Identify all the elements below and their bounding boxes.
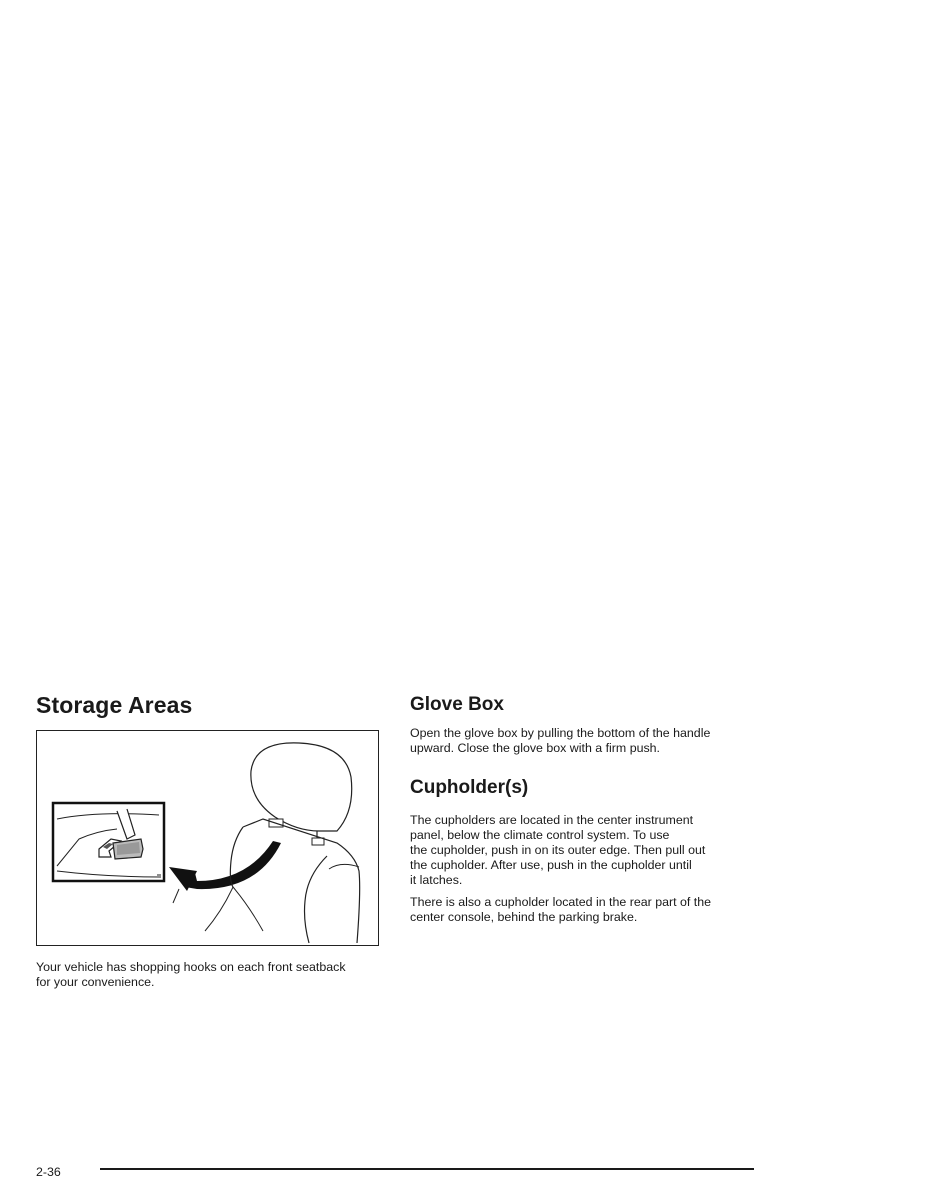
- glove-box-text: Open the glove box by pulling the bottom of the handle upward. Close the glove box with a firm push.: [410, 726, 711, 755]
- headrest: [251, 743, 352, 845]
- footer-rule: [100, 1168, 754, 1170]
- storage-areas-caption: Your vehicle has shopping hooks on each front seatback for your convenience.: [36, 960, 346, 989]
- right-column: [410, 692, 760, 925]
- cupholders-text: The cupholders are located in the center instrument panel, below the climate control system. To use the cupholder, push in on its outer edge. Then pull out the cupholder. After use, push in the cupholder until it latches.: [410, 813, 706, 887]
- hook-detail-inset: [53, 803, 164, 881]
- rear-cupholder-text: There is also a cupholder located in the rear part of the center console, behind the parking brake.: [410, 895, 711, 924]
- storage-areas-section: [36, 688, 384, 990]
- arrow-icon: [169, 841, 281, 891]
- shopping-hook-illustration: [36, 730, 379, 946]
- cupholders-heading: Cupholder(s): [410, 777, 529, 798]
- page-number: 2-36: [36, 1165, 61, 1179]
- glove-box-heading: Glove Box: [410, 694, 504, 715]
- seatback-hook-drawing: [37, 731, 378, 944]
- storage-areas-heading: Storage Areas: [36, 692, 193, 718]
